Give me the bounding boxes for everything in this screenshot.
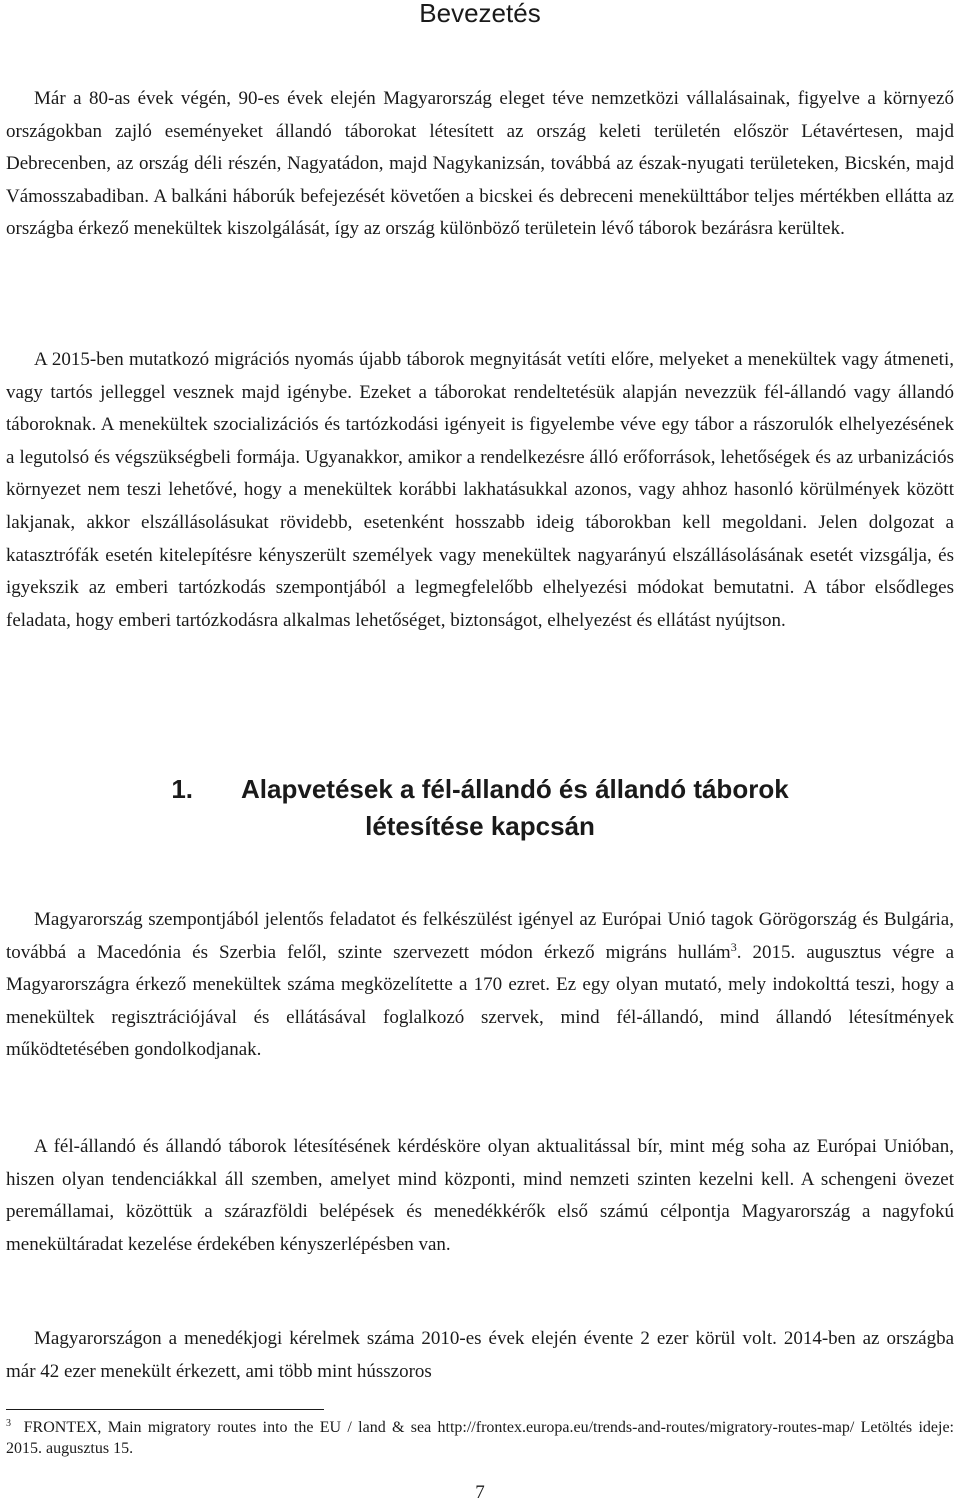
paragraph-migration-pressure-text: A 2015-ben mutatkozó migrációs nyomás újabb táborok megnyitását vetíti előre, melyeket a menekültek vagy átmeneti, vagy tartós jelleggel vesznek majd igénybe. Ezeket a táborokat rendeltetésük alapján nevezzük fél-állandó vagy állandó táboroknak. A menekültek szocializációs és tartózkodási igényeit is figyelembe véve egy tábor a rászorulók elhelyezésének a legutolsó és végszükségbeli formája. Ugyanakkor, amikor a rendelkezésre álló erőforrások, lehetőségek és az urbanizációs környezet nem teszi lehetővé, hogy a menekültek korábbi lakhatásukkal azonos, vagy ahhoz hasonló körülmények között lakjanak, akkor elszállásolásukat rövidebb, esetenként hosszabb ideig táborokban kell megoldani. Jelen dolgozat a katasztrófák esetén kitelepítésre kényszerült személyek vagy menekültek nagyarányú elszállásolásának esetét vizsgálja, és igyekszik az emberi tartózkodás szempontjából a legmegfelelőbb elhelyezési módokat bemutatni. A tábor elsődleges feladata, hogy emberi tartózkodásra alkalmas lehetőséget, biztonságot, elhelyezést és ellátást nyújtson. (6, 349, 954, 631)
section-title-line2: létesítése kapcsán (365, 811, 595, 841)
paragraph-camp-topic (6, 1131, 954, 1261)
footnote-divider (6, 1409, 324, 1410)
paragraph-hungary-task (6, 904, 954, 1067)
paragraph-camp-topic-text: A fél-állandó és állandó táborok létesítésének kérdésköre olyan aktualitással bír, mint még soha az Európai Unióban, hiszen olyan tendenciákkal áll szemben, amelyet mind központi, mind nemzeti szinten kezelni kell. A schengeni övezet peremállamai, közöttük a szárazföldi belépések és menedékkérők első számú célpontja Magyarország a nagyfokú menekültáradat kezelése érdekében kényszerlépésben van. (6, 1136, 954, 1255)
paragraph-hungary-task-text-a: Magyarország szempontjából jelentős feladatot és felkészülést igényel az Európai Unió tagok Görögország és Bulgária, továbbá a Macedónia és Szerbia felől, szinte szervezett módon érkező migráns hullám (6, 909, 954, 963)
section-number: 1. (171, 774, 194, 804)
paragraph-hungary-task-text-b: . 2015. augusztus végre a Magyarországra érkező menekültek száma megközelítette a 170 ezret. Ez egy olyan mutató, mely indokolttá teszi, hogy a menekültek regisztrációjával és ellátásával foglalkozó szervek, mind fél-állandó, mind állandó létesítmények működtetésében gondolkodjanak. (6, 941, 954, 1061)
paragraph-intro-text: Már a 80-as évek végén, 90-es évek elején Magyarország eleget téve nemzetközi vállalásainak, figyelve a környező országokban zajló eseményeket állandó táborokat létesített az ország keleti területén először Létavértesen, majd Debrecenben, az ország déli részén, Nagyatádon, majd Nagykanizsán, továbbá az észak-nyugati területeken, Bicskén, majd Vámosszabadiban. A balkáni háborúk befejezését követően a bicskei és debreceni menekülttábor teljes mértékben ellátta az országba érkező menekültek kiszolgálását, így az ország különböző területein lévő táborok bezárásra kerültek. (6, 88, 954, 240)
footnote (6, 1417, 954, 1459)
paragraph-asylum-numbers-text: Magyarországon a menedékjogi kérelmek száma 2010-es évek elején évente 2 ezer körül volt. 2014-ben az országba már 42 ezer menekült érkezett, ami több mint hússzoros (6, 1328, 954, 1382)
section-heading (0, 771, 960, 845)
paragraph-intro (6, 83, 954, 246)
page-title: Bevezetés (419, 0, 541, 28)
paragraph-migration-pressure (6, 344, 954, 637)
footnote-reference[interactable]: 3 (730, 939, 737, 954)
section-title-line1: Alapvetések a fél-állandó és állandó táborok (241, 774, 789, 804)
footnote-text: FRONTEX, Main migratory routes into the EU / land & sea http://frontex.europa.eu/trends-and-routes/migratory-routes-map/ Letöltés ideje: 2015. augusztus 15. (6, 1419, 955, 1457)
paragraph-asylum-numbers (6, 1323, 954, 1388)
page-number: 7 (475, 1482, 485, 1503)
footnote-number: 3 (6, 1418, 11, 1429)
